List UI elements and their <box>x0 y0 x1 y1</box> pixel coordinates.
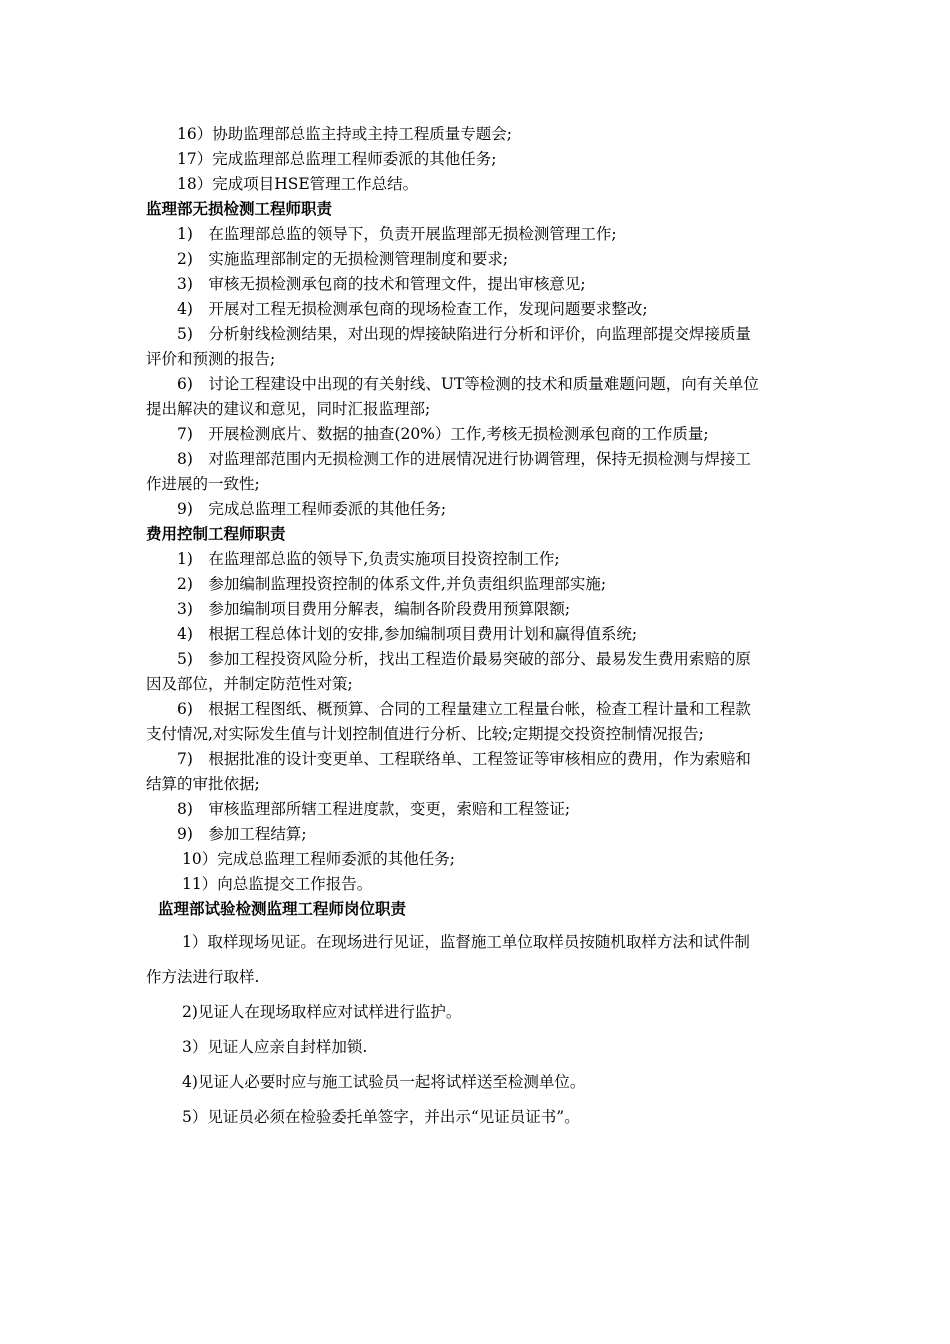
list-item: 4)见证人必要时应与施工试验员一起将试样送至检测单位。 <box>182 1073 586 1091</box>
list-item: 4) 根据工程总体计划的安排,参加编制项目费用计划和赢得值系统; <box>177 625 638 643</box>
list-item: 18）完成项目HSE管理工作总结。 <box>177 175 419 193</box>
list-item-continuation: 因及部位，并制定防范性对策; <box>146 675 353 693</box>
list-item-continuation: 作方法进行取样. <box>146 968 260 986</box>
list-item: 10）完成总监理工程师委派的其他任务; <box>182 850 455 868</box>
list-item-continuation: 提出解决的建议和意见，同时汇报监理部; <box>146 400 431 418</box>
section-heading: 监理部试验检测监理工程师岗位职责 <box>158 900 407 918</box>
list-item-continuation: 作进展的一致性; <box>146 475 260 493</box>
list-item: 5) 参加工程投资风险分析，找出工程造价最易突破的部分、最易发生费用索赔的原 <box>177 650 751 668</box>
list-item: 1）取样现场见证。在现场进行见证，监督施工单位取样员按随机取样方法和试件制 <box>182 933 750 951</box>
list-item: 6) 讨论工程建设中出现的有关射线、UT等检测的技术和质量难题问题，向有关单位 <box>177 375 759 393</box>
list-item-continuation: 结算的审批依据; <box>146 775 260 793</box>
list-item: 3）见证人应亲自封样加锁. <box>182 1038 368 1056</box>
list-item: 1) 在监理部总监的领导下,负责实施项目投资控制工作; <box>177 550 560 568</box>
section-heading: 费用控制工程师职责 <box>146 525 286 543</box>
list-item: 2) 实施监理部制定的无损检测管理制度和要求; <box>177 250 509 268</box>
list-item: 8) 对监理部范围内无损检测工作的进展情况进行协调管理，保持无损检测与焊接工 <box>177 450 751 468</box>
list-item: 5）见证员必须在检验委托单签字，并出示“见证员证书”。 <box>182 1108 580 1126</box>
list-item: 5) 分析射线检测结果，对出现的焊接缺陷进行分析和评价，向监理部提交焊接质量 <box>177 325 751 343</box>
list-item: 7) 根据批准的设计变更单、工程联络单、工程签证等审核相应的费用，作为索赔和 <box>177 750 751 768</box>
list-item: 1) 在监理部总监的领导下，负责开展监理部无损检测管理工作; <box>177 225 617 243</box>
list-item-continuation: 支付情况,对实际发生值与计划控制值进行分析、比较;定期提交投资控制情况报告; <box>146 725 704 743</box>
list-item: 16）协助监理部总监主持或主持工程质量专题会; <box>177 125 512 143</box>
list-item: 2) 参加编制监理投资控制的体系文件,并负责组织监理部实施; <box>177 575 607 593</box>
list-item: 6) 根据工程图纸、概预算、合同的工程量建立工程量台帐，检查工程计量和工程款 <box>177 700 751 718</box>
list-item: 9) 参加工程结算; <box>177 825 307 843</box>
list-item: 2)见证人在现场取样应对试样进行监护。 <box>182 1003 462 1021</box>
list-item: 4) 开展对工程无损检测承包商的现场检查工作，发现问题要求整改; <box>177 300 648 318</box>
list-item: 3) 参加编制项目费用分解表，编制各阶段费用预算限额; <box>177 600 571 618</box>
list-item: 3) 审核无损检测承包商的技术和管理文件，提出审核意见; <box>177 275 586 293</box>
list-item: 8) 审核监理部所辖工程进度款，变更，索赔和工程签证; <box>177 800 571 818</box>
list-item: 9) 完成总监理工程师委派的其他任务; <box>177 500 447 518</box>
list-item: 17）完成监理部总监理工程师委派的其他任务; <box>177 150 497 168</box>
list-item: 11）向总监提交工作报告。 <box>182 875 373 893</box>
list-item: 7) 开展检测底片、数据的抽查(20%）工作,考核无损检测承包商的工作质量; <box>177 425 709 443</box>
list-item-continuation: 评价和预测的报告; <box>146 350 276 368</box>
section-heading: 监理部无损检测工程师职责 <box>146 200 333 218</box>
